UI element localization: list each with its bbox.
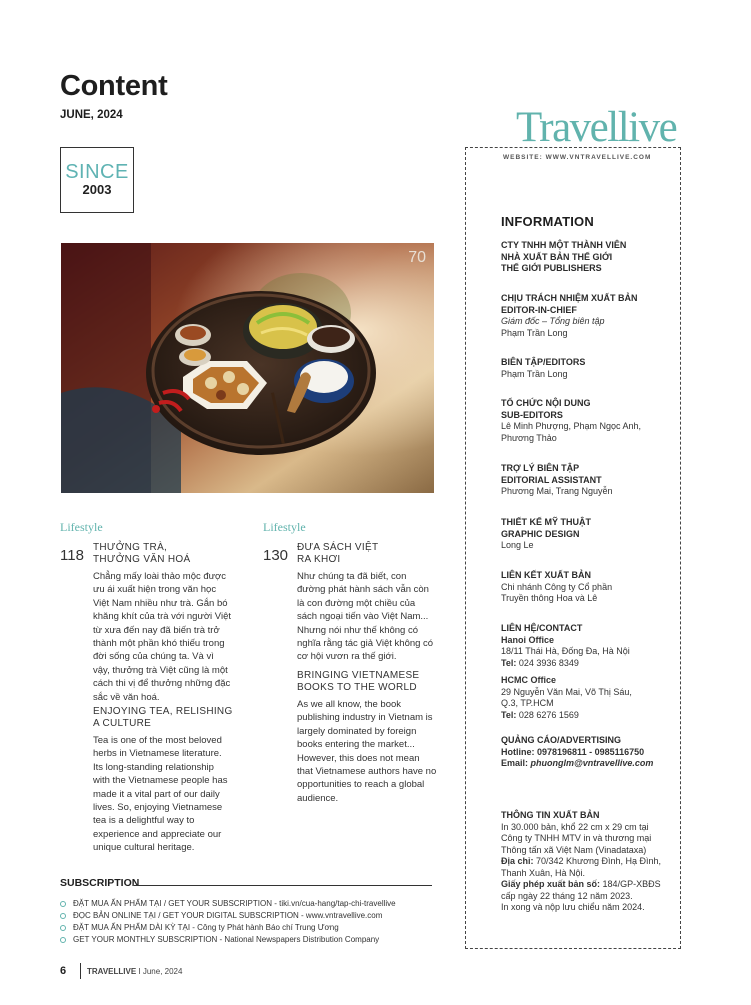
footer-page-number: 6 bbox=[60, 965, 67, 977]
bullet-icon bbox=[60, 937, 66, 943]
email-label: Email: bbox=[501, 758, 529, 768]
assistant-names: Phương Mai, Trang Nguyễn bbox=[501, 486, 613, 496]
article-2-title-vi[interactable] bbox=[297, 542, 437, 566]
contact-heading: LIÊN HỆ/CONTACT bbox=[501, 623, 583, 633]
publishing-heading: THÔNG TIN XUẤT BẢN bbox=[501, 810, 600, 820]
hcmc-tel-label: Tel: bbox=[501, 709, 517, 720]
issue-date: JUNE, 2024 bbox=[60, 109, 123, 121]
info-editors bbox=[501, 357, 671, 380]
advertising-heading: QUẢNG CÁO/ADVERTISING bbox=[501, 735, 622, 745]
sub-editors-names: Lê Minh Phượng, Phạm Ngọc Anh, Phương Thảo bbox=[501, 421, 642, 443]
info-publishing bbox=[501, 810, 671, 914]
food-tray-illustration bbox=[61, 243, 434, 493]
since-badge bbox=[60, 147, 134, 213]
article-2-body-en: As we all know, the book publishing industry in Vietnam is largely dominated by foreign books entering the market... However, this does not mean that Vietnamese authors have no opportunities to reach a global audience. bbox=[297, 699, 437, 804]
article-2-section: Lifestyle bbox=[263, 520, 306, 534]
hcmc-tel: 028 6276 1569 bbox=[518, 709, 579, 720]
bullet-icon bbox=[60, 913, 66, 919]
subscription-item[interactable] bbox=[60, 922, 460, 934]
info-editor-in-chief bbox=[501, 293, 671, 339]
hanoi-tel: 024 3936 8349 bbox=[518, 657, 579, 668]
hanoi-office-label: Hanoi Office bbox=[501, 634, 555, 645]
article-1-body-en: Tea is one of the most beloved herbs in Vietnamese literature. Its long-standing relationship with the Vietnamese people has made it a vital part of our daily lives. So, enjoying Vietnamese tea is a delightful way to experience and appreciate our unique cultural heritage. bbox=[93, 735, 228, 854]
responsible-name: Phạm Trần Long bbox=[501, 327, 568, 338]
article-1-title-vi-line-1: THƯỞNG TRÀ, bbox=[93, 542, 168, 553]
subscription-item-text: GET YOUR MONTHLY SUBSCRIPTION - National Newspapers Distribution Company bbox=[73, 935, 380, 944]
hcmc-address-line-2: Q.3, TP.HCM bbox=[501, 698, 554, 708]
page-title: Content bbox=[60, 70, 168, 102]
subscription-item[interactable] bbox=[60, 910, 460, 922]
travellive-logo: Travellive bbox=[516, 104, 677, 151]
info-sub-editors bbox=[501, 398, 671, 444]
assistant-heading-vi: TRỢ LÝ BIÊN TẬP bbox=[501, 463, 580, 473]
printer-address-label: Địa chỉ: bbox=[501, 856, 534, 866]
since-year: 2003 bbox=[82, 182, 112, 197]
article-2-title-vi-line-1: ĐƯA SÁCH VIỆT bbox=[297, 542, 379, 553]
sub-editors-heading-en: SUB-EDITORS bbox=[501, 409, 563, 420]
article-1-title-vi-line-2: THƯỞNG VĂN HOÁ bbox=[93, 554, 191, 565]
photo-page-number: 70 bbox=[408, 249, 426, 266]
hotline-number: 0978196811 - 0985116750 bbox=[537, 746, 645, 757]
subscription-item-text: ĐẶT MUA ẤN PHẨM DÀI KỲ TẠI - Công ty Phát hành Báo chí Trung Ương bbox=[73, 923, 339, 932]
subscription-list bbox=[60, 898, 460, 946]
design-heading-en: GRAPHIC DESIGN bbox=[501, 528, 580, 539]
design-name: Long Le bbox=[501, 540, 534, 550]
hcmc-office-label: HCMC Office bbox=[501, 675, 557, 685]
article-2-body-vi: Như chúng ta đã biết, con đường phát hành sách vẫn còn là con đường một chiều của sách ngoại tiến vào Việt Nam... Nhưng nói như thế không có nghĩa rằng tác giả Việt không có cơ hội vươn ra thế giới. bbox=[297, 571, 434, 663]
footer-issue bbox=[87, 967, 182, 976]
logo-website: WEBSITE: WWW.VNTRAVELLIVE.COM bbox=[503, 154, 652, 161]
printer-address: 70/342 Khương Đình, Hạ Đình, Thanh Xuân, Hà Nội. bbox=[501, 856, 662, 878]
assistant-heading-en: EDITORIAL ASSISTANT bbox=[501, 474, 602, 485]
email-address: phuonglm@vntravellive.com bbox=[530, 758, 654, 768]
bullet-icon bbox=[60, 925, 66, 931]
subscription-title: SUBSCRIPTION bbox=[60, 877, 140, 889]
bullet-icon bbox=[60, 901, 66, 907]
footer-divider bbox=[80, 963, 81, 979]
info-publisher bbox=[501, 240, 671, 275]
partner-line-2: Truyền thông Hoa và Lê bbox=[501, 593, 598, 603]
article-1-section: Lifestyle bbox=[60, 520, 103, 534]
info-contact bbox=[501, 623, 671, 721]
editors-heading: BIÊN TẬP/EDITORS bbox=[501, 357, 586, 367]
design-heading-vi: THIẾT KẾ MỸ THUẬT bbox=[501, 517, 591, 527]
hanoi-address: 18/11 Thái Hà, Đống Đa, Hà Nội bbox=[501, 646, 630, 656]
publisher-line-2: NHÀ XUẤT BẢN THẾ GIỚI bbox=[501, 251, 613, 262]
subscription-item-text: ĐẶT MUA ẤN PHẨM TẠI / GET YOUR SUBSCRIPTION - tiki.vn/cua-hang/tap-chi-travellive bbox=[73, 899, 396, 908]
article-2-title-vi-line-2: RA KHƠI bbox=[297, 554, 341, 565]
subscription-item-text: ĐỌC BẢN ONLINE TẠI / GET YOUR DIGITAL SUBSCRIPTION - www.vntravellive.com bbox=[73, 911, 383, 920]
article-1-title-vi[interactable] bbox=[93, 542, 233, 566]
print-note: In xong và nộp lưu chiểu năm 2024. bbox=[501, 902, 645, 912]
license-text: 184/GP-XBĐS cấp ngày 22 tháng 12 năm 2023. bbox=[501, 879, 661, 901]
food-photo bbox=[61, 243, 434, 493]
partner-heading: LIÊN KẾT XUẤT BẢN bbox=[501, 570, 591, 580]
since-word: SINCE bbox=[65, 161, 129, 183]
hcmc-address-line-1: 29 Nguyễn Văn Mai, Võ Thị Sáu, bbox=[501, 686, 632, 697]
license-label: Giấy phép xuất bản số: bbox=[501, 879, 601, 889]
info-graphic-design bbox=[501, 517, 671, 552]
hotline-label: Hotline: bbox=[501, 746, 535, 757]
publisher-line-3: THẾ GIỚI PUBLISHERS bbox=[501, 263, 602, 273]
footer-magazine: TRAVELLIVE bbox=[87, 967, 137, 976]
info-partner bbox=[501, 570, 671, 605]
article-1-title-en[interactable]: ENJOYING TEA, RELISHING A CULTURE bbox=[93, 706, 233, 729]
responsible-heading-vi: CHỊU TRÁCH NHIỆM XUẤT BẢN bbox=[501, 293, 638, 303]
info-advertising bbox=[501, 735, 671, 770]
article-1-page[interactable]: 118 bbox=[60, 547, 84, 564]
responsible-role: Giám đốc – Tổng biên tập bbox=[501, 316, 605, 326]
info-editorial-assistant bbox=[501, 463, 671, 498]
article-2-page[interactable]: 130 bbox=[263, 547, 289, 564]
publishing-text: In 30.000 bản, khổ 22 cm x 29 cm tại Công ty TNHH MTV in và thương mại Thông tấn xã Việt Nam (Vinadataxa) bbox=[501, 821, 652, 855]
information-title: INFORMATION bbox=[501, 214, 594, 229]
publisher-line-1: CTY TNHH MỘT THÀNH VIÊN bbox=[501, 240, 627, 250]
partner-line-1: Chi nhánh Công ty Cổ phần bbox=[501, 581, 613, 592]
sub-editors-heading-vi: TỔ CHỨC NỘI DUNG bbox=[501, 398, 591, 408]
article-2-title-en[interactable]: BRINGING VIETNAMESE BOOKS TO THE WORLD bbox=[297, 670, 420, 693]
article-1-body-vi: Chẳng mấy loài thảo mộc được ưu ái xuất hiện trong văn học Việt Nam nhiều như trà. Gắn bó khăng khít của trà với người Việt từ xưa đến nay đã biến trà trở thành một phần khó thiếu trong đời sống của chúng ta. Và vì vậy, thưởng trà Việt cũng là một cách thi vị để thưởng những đặc sắc về văn hoá. bbox=[93, 571, 231, 703]
subscription-rule bbox=[134, 885, 432, 886]
responsible-heading-en: EDITOR-IN-CHIEF bbox=[501, 304, 577, 315]
footer-date: I June, 2024 bbox=[136, 967, 183, 976]
subscription-item[interactable] bbox=[60, 898, 460, 910]
subscription-item[interactable] bbox=[60, 934, 460, 946]
editors-name: Phạm Trần Long bbox=[501, 368, 568, 379]
hanoi-tel-label: Tel: bbox=[501, 657, 517, 668]
